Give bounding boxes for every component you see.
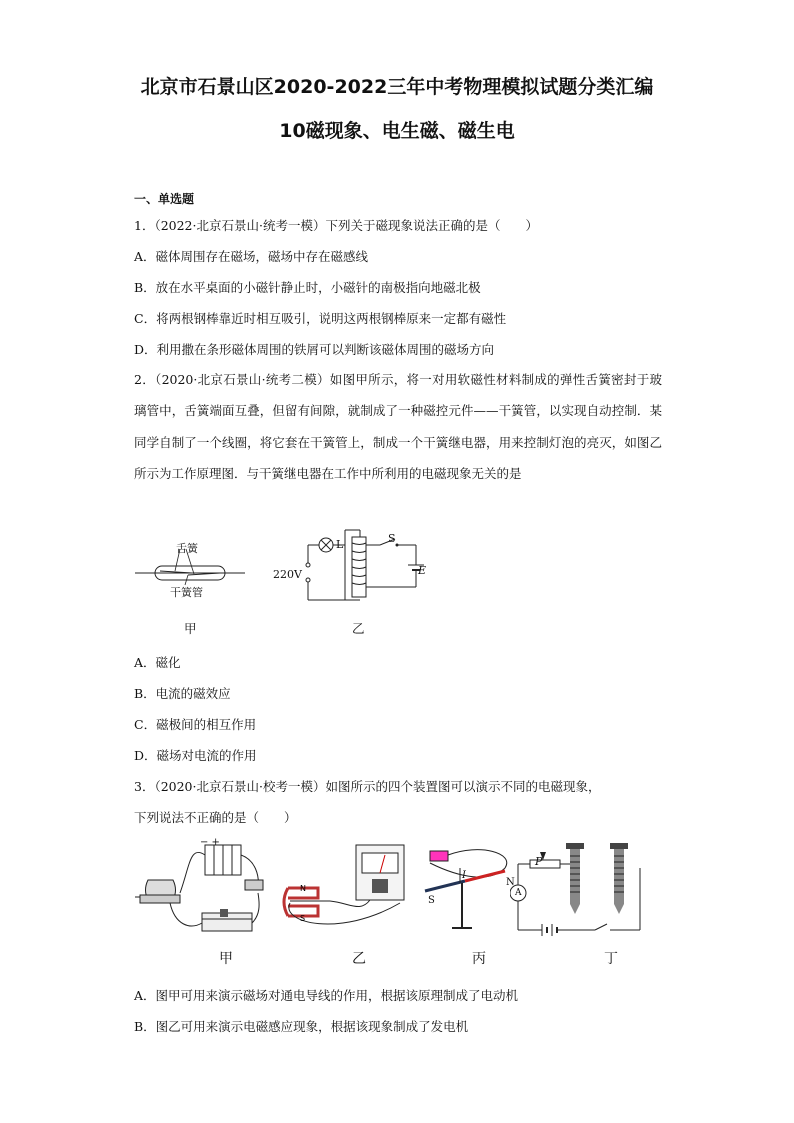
q3-figure-jia — [130, 835, 265, 940]
q1-option-b: B．放在水平桌面的小磁针静止时，小磁针的南极指向地磁北极 — [134, 280, 481, 295]
q3-option-b: B．图乙可用来演示电磁感应现象，根据该现象制成了发电机 — [134, 1019, 469, 1034]
q3-label-current: I — [462, 870, 466, 881]
doc-title-line1: 北京市石景山区2020-2022三年中考物理模拟试题分类汇编 — [140, 76, 654, 98]
svg-text:S: S — [300, 914, 306, 923]
q2-option-d: D．磁场对电流的作用 — [134, 748, 257, 763]
q2-label-voltage: 220V — [273, 568, 302, 581]
svg-text:N: N — [300, 884, 306, 893]
q3-label-s: S — [428, 895, 435, 906]
q2-label-lamp: L — [336, 538, 344, 551]
q2-label-reed: 舌簧 — [176, 542, 198, 555]
doc-title-line2: 10磁现象、电生磁、磁生电 — [279, 120, 515, 142]
q2-option-c: C．磁极间的相互作用 — [134, 717, 257, 732]
q3-minus-plus: − + — [200, 837, 220, 848]
q2-label-switch: S — [388, 532, 396, 545]
q3-figure-bing — [420, 843, 520, 938]
q2-label-fig-yi: 乙 — [352, 621, 365, 636]
q2-option-b: B．电流的磁效应 — [134, 686, 231, 701]
q1-stem: 1．（2022·北京石景山·统考一模）下列关于磁现象说法正确的是（ ） — [134, 218, 538, 233]
q2-stem: 2．（2020·北京石景山·统考二模）如图甲所示，将一对用软磁性材料制成的弹性舌簧密封于玻璃管中，舌簧端面互叠，但留有间隙，就制成了一种磁控元件——干簧管，以实现自动控制．某同学自制了一个线圈，将它套在干簧管上，制成一个干簧继电器，用来控制灯泡的亮灭，如图乙所示为工作原理图．与干簧继电器在工作中所利用的电磁现象无关的是 — [134, 372, 662, 481]
q3-label-bing: 丙 — [472, 951, 486, 967]
q3-figure-yi — [280, 843, 415, 938]
q1-option-c: C．将两根钢棒靠近时相互吸引，说明这两根钢棒原来一定都有磁性 — [134, 311, 507, 326]
section-heading: 一、单选题 — [134, 192, 195, 206]
q3-label-slider: P — [535, 855, 543, 868]
q3-label-ding: 丁 — [604, 951, 618, 967]
q3-label-n: N — [506, 877, 515, 888]
q2-label-tube: 干簧管 — [170, 586, 203, 599]
q3-stem-line1: 3．（2020·北京石景山·校考一模）如图所示的四个装置图可以演示不同的电磁现象， — [134, 779, 601, 794]
q2-label-fig-jia: 甲 — [184, 621, 197, 636]
q3-figure-ding — [510, 838, 650, 943]
q1-option-a: A．磁体周围存在磁场，磁场中存在磁感线 — [134, 249, 369, 264]
q3-option-a: A．图甲可用来演示磁场对通电导线的作用，根据该原理制成了电动机 — [134, 988, 519, 1003]
q1-option-d: D．利用撒在条形磁体周围的铁屑可以判断该磁体周围的磁场方向 — [134, 342, 495, 357]
q3-label-yi: 乙 — [352, 951, 366, 967]
q3-label-ammeter: A — [515, 888, 522, 898]
q2-option-a: A．磁化 — [134, 655, 181, 670]
q3-label-jia: 甲 — [219, 951, 233, 967]
q2-label-battery: E — [418, 564, 427, 577]
q3-stem-line2: 下列说法不正确的是（ ） — [134, 810, 297, 825]
